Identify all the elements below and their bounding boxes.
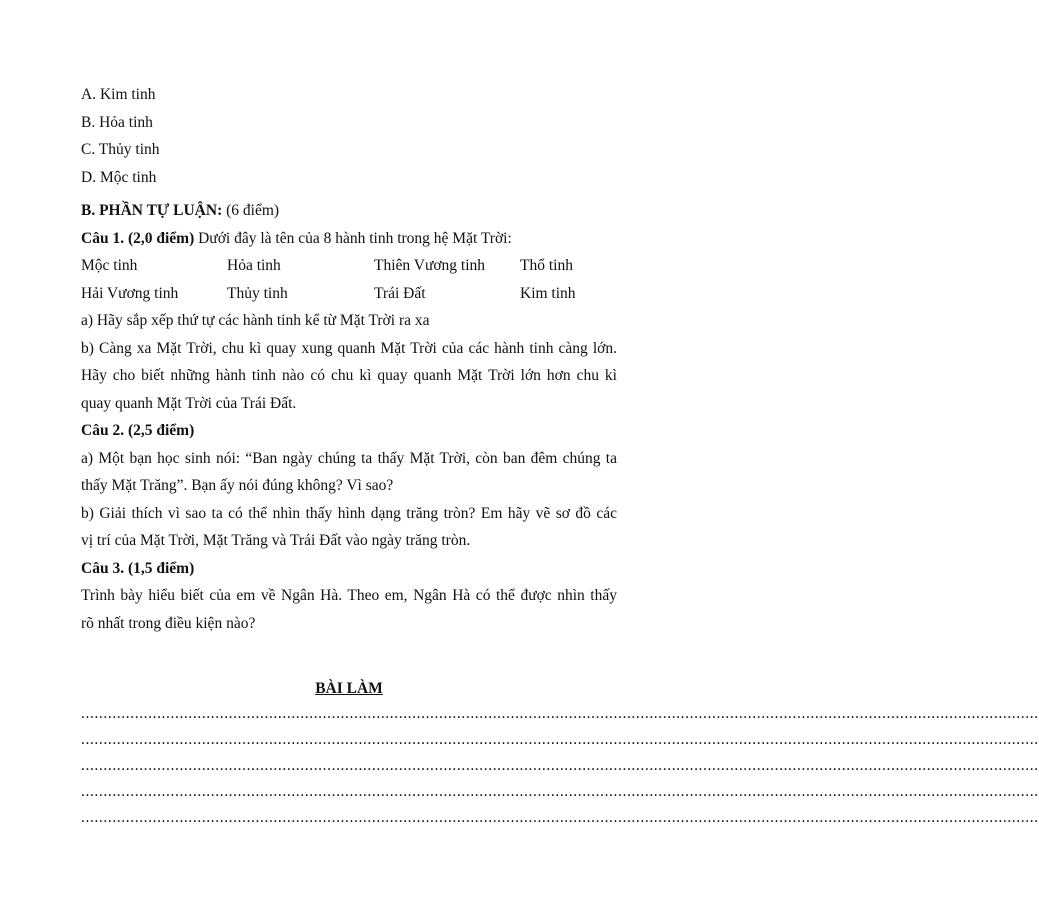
planet-name: Trái Đất xyxy=(374,284,426,302)
option-a: A. Kim tinh xyxy=(81,86,156,103)
planet-row-2 xyxy=(81,280,698,308)
question-1-label: Câu 1. (2,0 điểm) xyxy=(81,229,195,247)
planet-name: Thiên Vương tinh xyxy=(374,257,486,274)
answer-dotted-line: ...................................................................................................................................................................................................................... xyxy=(81,783,1039,800)
question-1-heading xyxy=(81,225,698,253)
planet-name: Kim tinh xyxy=(520,284,576,302)
planet-name: Hải Vương tinh xyxy=(81,284,179,302)
question-3-label: Câu 3. (1,5 điểm) xyxy=(81,559,195,577)
answer-section-title: BÀI LÀM xyxy=(315,680,383,697)
planet-name: Hỏa tinh xyxy=(227,257,281,274)
answer-dotted-line: ...................................................................................................................................................................................................................... xyxy=(81,705,1039,722)
answer-dotted-line: ...................................................................................................................................................................................................................... xyxy=(81,731,1039,748)
question-1-part-b-line-1: b) Càng xa Mặt Trời, chu kì quay xung quanh Mặt Trời của các hành tinh càng lớn. xyxy=(81,339,617,357)
question-1-part-a: a) Hãy sắp xếp thứ tự các hành tinh kể từ Mặt Trời ra xa xyxy=(81,312,430,329)
planet-row-1 xyxy=(81,252,698,280)
option-b: B. Hỏa tinh xyxy=(81,113,153,131)
section-b-title: B. PHẦN TỰ LUẬN: xyxy=(81,202,223,219)
section-b-points: (6 điểm) xyxy=(226,202,280,219)
question-1-part-b-line-3: quay quanh Mặt Trời của Trái Đất. xyxy=(81,394,297,412)
question-2-part-a-line-2: thấy Mặt Trăng”. Bạn ấy nói đúng không? Vì sao? xyxy=(81,477,394,494)
question-3-line-2: rõ nhất trong điều kiện nào? xyxy=(81,614,256,632)
planet-name: Thủy tinh xyxy=(227,284,288,302)
section-b-heading xyxy=(81,197,698,225)
question-2-part-b-line-2: vị trí của Mặt Trời, Mặt Trăng và Trái Đất vào ngày trăng tròn. xyxy=(81,532,471,549)
question-3-line-1: Trình bày hiểu biết của em về Ngân Hà. Theo em, Ngân Hà có thể được nhìn thấy xyxy=(81,587,617,604)
answer-dotted-line: ...................................................................................................................................................................................................................... xyxy=(81,757,1039,774)
option-d: D. Mộc tinh xyxy=(81,168,157,186)
option-c: C. Thủy tinh xyxy=(81,141,160,158)
question-2-part-a-line-1: a) Một bạn học sinh nói: “Ban ngày chúng ta thấy Mặt Trời, còn ban đêm chúng ta xyxy=(81,449,617,467)
question-1-part-b-line-2: Hãy cho biết những hành tinh nào có chu kì quay quanh Mặt Trời lớn hơn chu kì xyxy=(81,367,617,384)
question-2-part-b-line-1: b) Giải thích vì sao ta có thể nhìn thấy hình dạng trăng tròn? Em hãy vẽ sơ đồ các xyxy=(81,504,617,522)
planet-name: Thổ tinh xyxy=(520,257,573,274)
answer-dotted-line: ...................................................................................................................................................................................................................... xyxy=(81,809,1039,826)
exam-page xyxy=(81,81,1039,831)
planet-name: Mộc tinh xyxy=(81,257,138,274)
question-2-label: Câu 2. (2,5 điểm) xyxy=(81,422,195,439)
question-1-text: Dưới đây là tên của 8 hành tinh trong hệ Mặt Trời: xyxy=(198,229,512,247)
